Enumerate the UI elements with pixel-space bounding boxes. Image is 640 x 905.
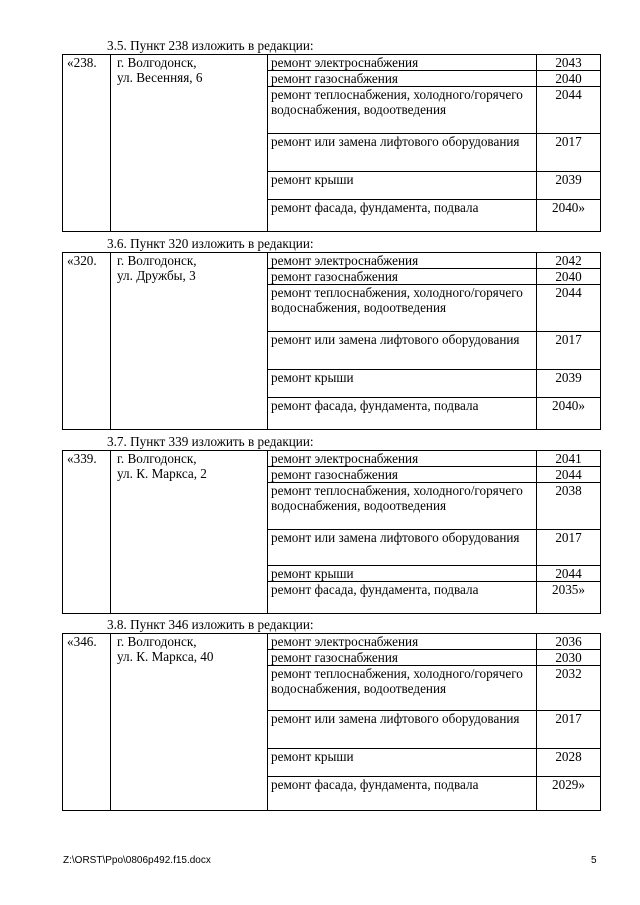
amendment-table	[62, 450, 601, 614]
address-street: ул. К. Маркса, 40	[117, 649, 214, 664]
footer-file-path: Z:\ORST\Ppo\0806p492.f15.docx	[63, 855, 211, 866]
planned-year: 2040	[537, 71, 601, 87]
work-type: ремонт газоснабжения	[268, 650, 537, 666]
work-type: ремонт теплоснабжения, холодного/горячего водоснабжения, водоотведения	[268, 87, 537, 134]
item-number: «339.	[63, 451, 111, 614]
work-type: ремонт теплоснабжения, холодного/горячего водоснабжения, водоотведения	[268, 483, 537, 530]
item-number: «238.	[63, 55, 111, 232]
planned-year: 2040	[537, 269, 601, 285]
planned-year: 2038	[537, 483, 601, 530]
planned-year: 2035»	[537, 582, 601, 614]
work-type: ремонт электроснабжения	[268, 634, 537, 650]
address-cell	[111, 55, 268, 232]
planned-year: 2028	[537, 749, 601, 777]
planned-year: 2017	[537, 332, 601, 370]
work-type: ремонт фасада, фундамента, подвала	[268, 777, 537, 811]
work-type: ремонт фасада, фундамента, подвала	[268, 200, 537, 232]
section-title: 3.6. Пункт 320 изложить в редакции:	[107, 236, 314, 251]
table-row	[63, 253, 601, 269]
planned-year: 2030	[537, 650, 601, 666]
table-row	[63, 55, 601, 71]
address-street: ул. Дружбы, 3	[117, 268, 196, 283]
planned-year: 2044	[537, 285, 601, 332]
work-type: ремонт электроснабжения	[268, 55, 537, 71]
address-city: г. Волгодонск,	[117, 634, 197, 649]
work-type: ремонт газоснабжения	[268, 269, 537, 285]
item-number: «346.	[63, 634, 111, 811]
work-type: ремонт теплоснабжения, холодного/горячего водоснабжения, водоотведения	[268, 285, 537, 332]
work-type: ремонт теплоснабжения, холодного/горячего водоснабжения, водоотведения	[268, 666, 537, 711]
address-cell	[111, 253, 268, 430]
work-type: ремонт или замена лифтового оборудования	[268, 134, 537, 172]
address-cell	[111, 451, 268, 614]
planned-year: 2041	[537, 451, 601, 467]
planned-year: 2040»	[537, 398, 601, 430]
section-title: 3.8. Пункт 346 изложить в редакции:	[107, 617, 314, 632]
planned-year: 2039	[537, 370, 601, 398]
amendment-table	[62, 54, 601, 232]
planned-year: 2040»	[537, 200, 601, 232]
address-cell	[111, 634, 268, 811]
work-type: ремонт крыши	[268, 749, 537, 777]
address-street: ул. К. Маркса, 2	[117, 466, 207, 481]
planned-year: 2042	[537, 253, 601, 269]
planned-year: 2043	[537, 55, 601, 71]
table-row	[63, 451, 601, 467]
planned-year: 2017	[537, 711, 601, 749]
address-city: г. Волгодонск,	[117, 253, 197, 268]
planned-year: 2044	[537, 467, 601, 483]
amendment-table	[62, 633, 601, 811]
work-type: ремонт крыши	[268, 370, 537, 398]
planned-year: 2017	[537, 530, 601, 566]
amendment-table	[62, 252, 601, 430]
item-number: «320.	[63, 253, 111, 430]
planned-year: 2044	[537, 566, 601, 582]
planned-year: 2029»	[537, 777, 601, 811]
work-type: ремонт крыши	[268, 172, 537, 200]
work-type: ремонт фасада, фундамента, подвала	[268, 582, 537, 614]
address-street: ул. Весенняя, 6	[117, 70, 203, 85]
planned-year: 2044	[537, 87, 601, 134]
work-type: ремонт газоснабжения	[268, 71, 537, 87]
planned-year: 2017	[537, 134, 601, 172]
work-type: ремонт электроснабжения	[268, 451, 537, 467]
planned-year: 2039	[537, 172, 601, 200]
section-title: 3.7. Пункт 339 изложить в редакции:	[107, 434, 314, 449]
address-city: г. Волгодонск,	[117, 451, 197, 466]
work-type: ремонт газоснабжения	[268, 467, 537, 483]
address-city: г. Волгодонск,	[117, 55, 197, 70]
planned-year: 2036	[537, 634, 601, 650]
page-number: 5	[591, 855, 597, 866]
work-type: ремонт или замена лифтового оборудования	[268, 711, 537, 749]
work-type: ремонт фасада, фундамента, подвала	[268, 398, 537, 430]
work-type: ремонт электроснабжения	[268, 253, 537, 269]
section-title: 3.5. Пункт 238 изложить в редакции:	[107, 38, 314, 53]
work-type: ремонт или замена лифтового оборудования	[268, 530, 537, 566]
work-type: ремонт крыши	[268, 566, 537, 582]
work-type: ремонт или замена лифтового оборудования	[268, 332, 537, 370]
planned-year: 2032	[537, 666, 601, 711]
table-row	[63, 634, 601, 650]
